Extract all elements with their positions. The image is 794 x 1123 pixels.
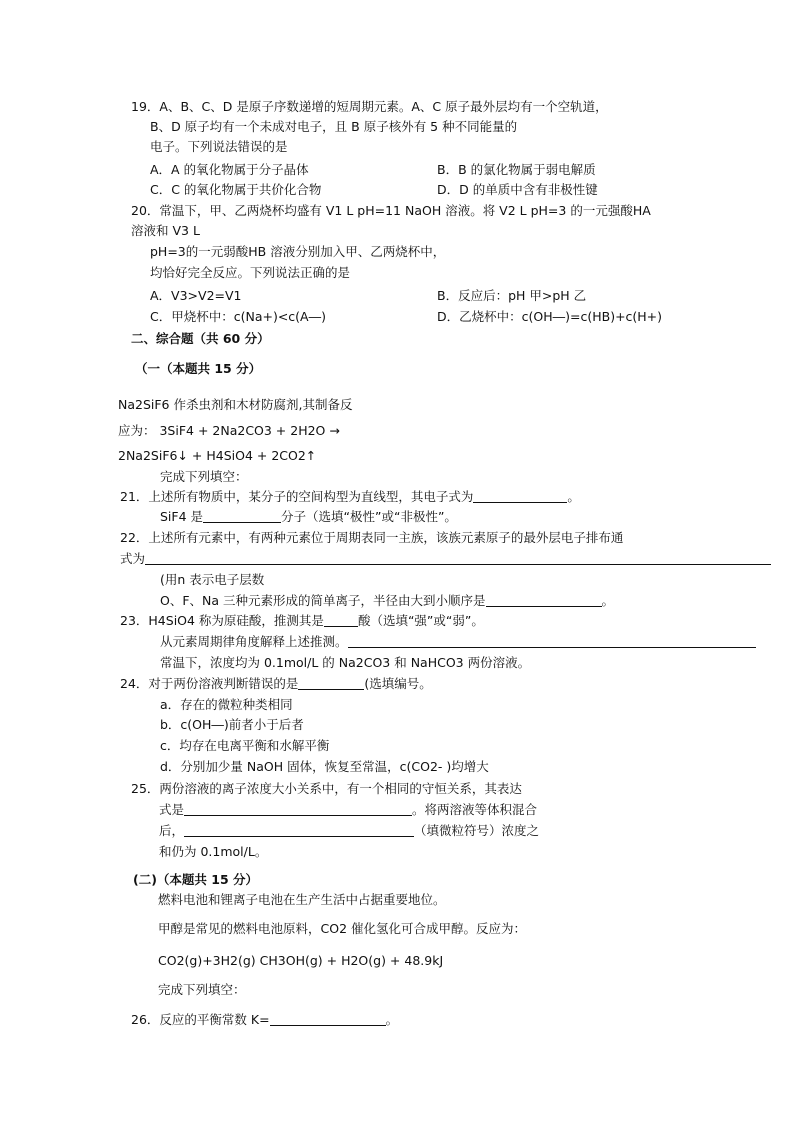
q25b-prefix: 式是 xyxy=(159,802,185,817)
part1-intro-line2: 应为： 3SiF4 + 2Na2CO3 + 2H2O → xyxy=(118,423,340,438)
q20-line3: pH=3的一元弱酸HB 溶液分别加入甲、乙两烧杯中， xyxy=(150,244,446,259)
q22-answer-blank[interactable] xyxy=(145,551,771,565)
q25c-suffix: （填微粒符号）浓度之 xyxy=(414,823,540,838)
q19-option-d: D．D 的单质中含有非极性键 xyxy=(437,182,598,197)
q23a-suffix: 酸（选填“强”或“弱”。 xyxy=(357,613,484,628)
q21-line1 xyxy=(120,489,580,505)
q22-line1: 22．上述所有元素中，有两种元素位于周期表同一主族，该族元素原子的最外层电子排布通 xyxy=(120,530,624,545)
q25c-answer-blank[interactable] xyxy=(184,823,414,837)
q21-text: 21．上述所有物质中，某分子的空间构型为直线型，其电子式为 xyxy=(120,489,474,504)
part2-reaction-equation: CO2(g)+3H2(g) CH3OH(g) + H2O(g) + 48.9kJ xyxy=(158,953,444,968)
q23-answer-blank[interactable] xyxy=(324,613,358,627)
part1-heading: （一（本题共 15 分） xyxy=(135,361,262,376)
q20-line1: 20．常温下，甲、乙两烧杯均盛有 V1 L pH=11 NaOH 溶液。将 V2 L pH=3 的一元强酸HA xyxy=(131,203,651,218)
q22d-answer-blank[interactable] xyxy=(486,593,602,607)
section-2-title: 二、综合题（共 60 分） xyxy=(131,331,270,346)
q25-line2 xyxy=(159,802,537,818)
q19-option-c: C．C 的氧化物属于共价化合物 xyxy=(150,182,322,197)
part2-fill-instruction: 完成下列填空： xyxy=(158,982,246,997)
q25-line1: 25．两份溶液的离子浓度大小关系中，有一个相同的守恒关系，其表达 xyxy=(131,781,522,796)
q21b-answer-blank[interactable] xyxy=(203,509,281,523)
q23-line1 xyxy=(120,613,484,629)
q19-line3: 电子。下列说法错误的是 xyxy=(150,139,288,154)
q22d-text: O、F、Na 三种元素形成的简单离子，半径由大到小顺序是 xyxy=(160,593,486,608)
q20-line2: 溶液和 V3 L xyxy=(131,223,200,238)
q24-option-d: d．分别加少量 NaOH 固体，恢复至常温，c(CO2- )均增大 xyxy=(160,759,489,774)
q23-line2 xyxy=(160,634,756,650)
q26-text: 26．反应的平衡常数 K= xyxy=(131,1012,270,1027)
q23a-prefix: 23．H4SiO4 称为原硅酸，推测其是 xyxy=(120,613,324,628)
q21b-prefix: SiF4 是 xyxy=(160,509,204,524)
q20-option-a: A．V3>V2=V1 xyxy=(150,288,242,303)
q26-line1 xyxy=(131,1012,398,1028)
q23-line3: 常温下，浓度均为 0.1mol/L 的 Na2CO3 和 NaHCO3 两份溶液。 xyxy=(160,655,531,670)
q24-option-a: a．存在的微粒种类相同 xyxy=(160,697,293,712)
q20-option-c: C．甲烧杯中：c(Na+)<c(A―) xyxy=(150,309,326,324)
q21-line2 xyxy=(160,509,457,525)
part2-intro-line1: 燃料电池和锂离子电池在生产生活中占据重要地位。 xyxy=(158,892,446,907)
q20-line4: 均恰好完全反应。下列说法正确的是 xyxy=(150,265,351,280)
q26-period: 。 xyxy=(385,1012,399,1027)
q19-line1: 19．A、B、C、D 是原子序数递增的短周期元素。A、C 原子最外层均有一个空轨道， xyxy=(131,99,608,114)
q19-option-b: B．B 的氯化物属于弱电解质 xyxy=(437,162,596,177)
part1-fill-instruction: 完成下列填空： xyxy=(160,469,248,484)
q21b-suffix: 分子（选填“极性”或“非极性”。 xyxy=(281,509,457,524)
part1-intro-line1: Na2SiF6 作杀虫剂和木材防腐剂,其制备反 xyxy=(118,397,353,412)
q22-line2 xyxy=(120,551,771,567)
q23b-text: 从元素周期律角度解释上述推测。 xyxy=(160,634,348,649)
q20-option-b: B．反应后：pH 甲>pH 乙 xyxy=(437,288,587,303)
q20-option-d: D．乙烧杯中：c(OH―)=c(HB)+c(H+) xyxy=(437,309,663,324)
q25b-suffix: 。将两溶液等体积混合 xyxy=(412,802,538,817)
q22-line4 xyxy=(160,593,614,609)
q26-answer-blank[interactable] xyxy=(270,1012,386,1026)
q24-option-b: b．c(OH―)前者小于后者 xyxy=(160,717,304,732)
q19-option-a: A．A 的氧化物属于分子晶体 xyxy=(150,162,309,177)
q23b-answer-blank[interactable] xyxy=(348,634,756,648)
q24-answer-blank[interactable] xyxy=(298,676,364,690)
part1-equation-products: 2Na2SiF6↓ + H4SiO4 + 2CO2↑ xyxy=(118,448,317,463)
part2-intro-line2: 甲醇是常见的燃料电池原料，CO2 催化氢化可合成甲醇。反应为： xyxy=(158,921,526,936)
part2-heading: (二)（本题共 15 分） xyxy=(133,872,259,887)
q25-answer-blank[interactable] xyxy=(184,802,412,816)
q24-suffix: (选填编号。 xyxy=(364,676,432,691)
q24-option-c: c．均存在电离平衡和水解平衡 xyxy=(160,738,330,753)
q25c-prefix: 后， xyxy=(159,823,185,838)
q21-period: 。 xyxy=(567,489,580,504)
q25-line3 xyxy=(159,823,539,839)
q22-line3: (用n 表示电子层数 xyxy=(160,572,265,587)
q21-answer-blank[interactable] xyxy=(473,489,567,503)
q25-line4: 和仍为 0.1mol/L。 xyxy=(159,844,268,859)
q24-text: 24．对于两份溶液判断错误的是 xyxy=(120,676,299,691)
q22b-prefix: 式为 xyxy=(120,551,146,566)
q24-line1 xyxy=(120,676,432,692)
q19-line2: B、D 原子均有一个未成对电子，且 B 原子核外有 5 种不同能量的 xyxy=(150,119,518,134)
q22d-period: 。 xyxy=(601,593,615,608)
